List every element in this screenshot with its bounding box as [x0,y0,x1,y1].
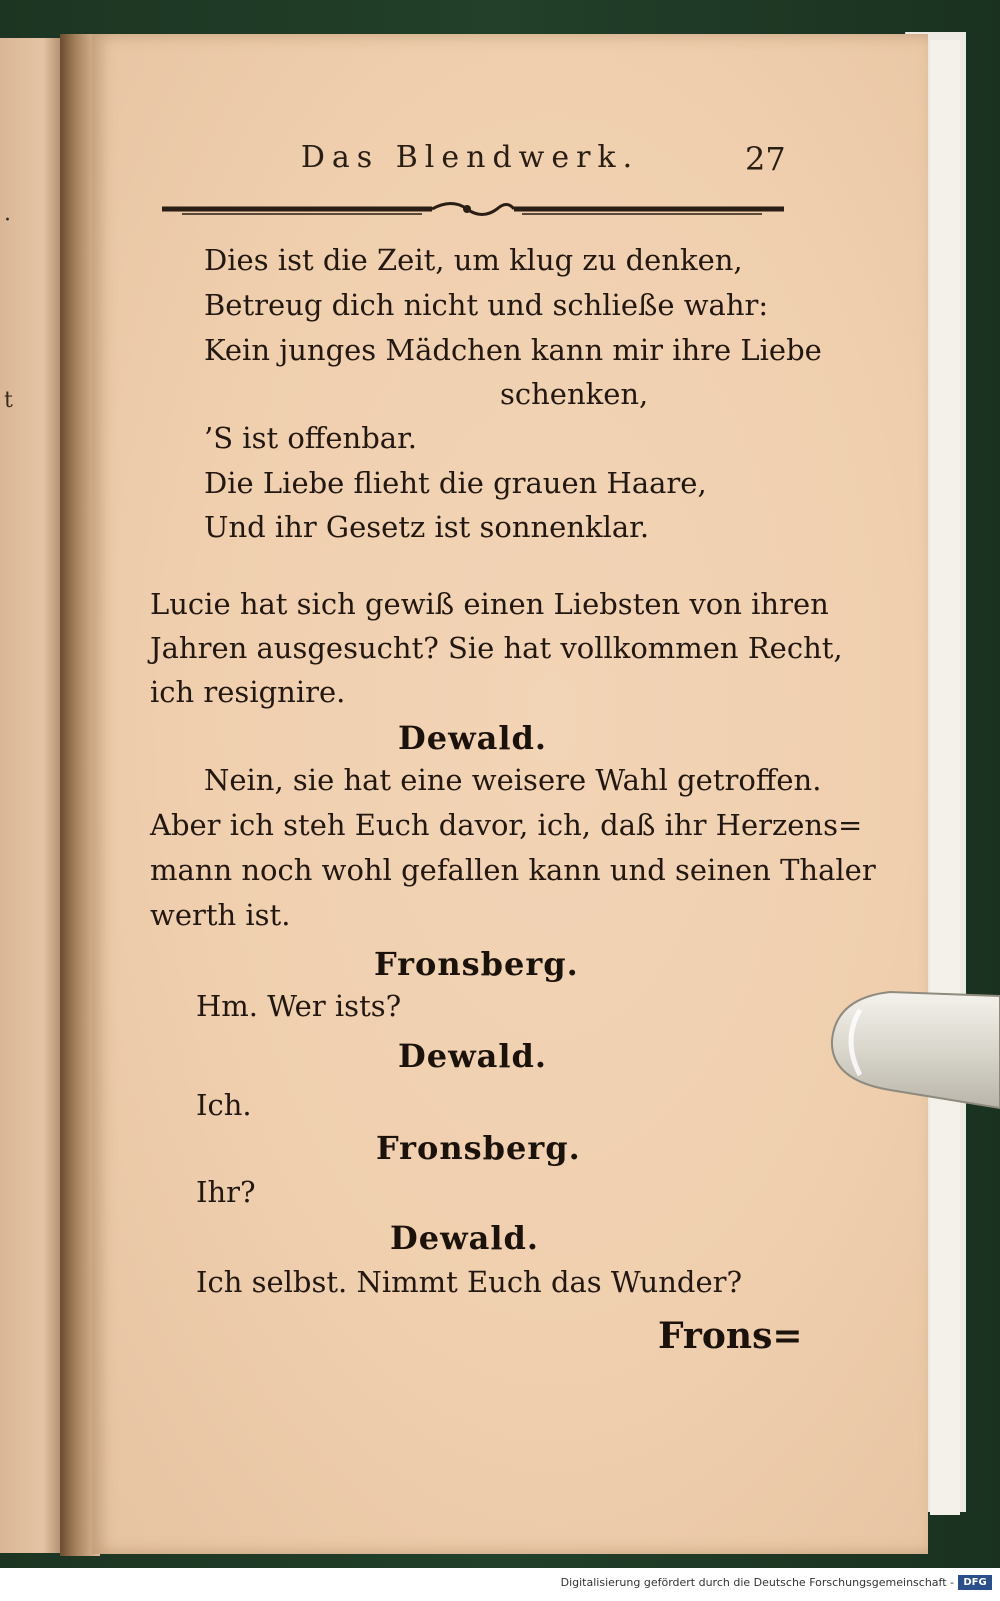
speech-line: Ich. [196,1088,252,1122]
speech-line: Nein, sie hat eine weisere Wahl getroffen. [204,763,822,797]
previous-page-mark: · [4,208,11,233]
verse-line: Und ihr Gesetz ist sonnenklar. [204,510,650,544]
speaker-name: Dewald. [390,1219,540,1257]
verse-line: ’S ist offenbar. [204,421,417,455]
speaker-name: Fronsberg. [376,1129,581,1167]
speech-line: Hm. Wer ists? [196,989,402,1023]
running-title: Das Blendwerk. [300,140,640,175]
previous-page-mark: t [4,388,13,413]
prose-line: Lucie hat sich gewiß einen Liebsten von ihren [150,587,829,621]
speech-line: Aber ich steh Euch davor, ich, daß ihr Herzens= [150,808,863,842]
verse-line: Dies ist die Zeit, um klug zu denken, [204,243,743,277]
speech-line: mann noch wohl gefallen kann und seinen Thaler [150,853,876,887]
prose-line: Jahren ausgesucht? Sie hat vollkommen Recht, [150,631,843,665]
footer-bar [0,1568,1000,1601]
funding-credit: Digitalisierung gefördert durch die Deutsche Forschungsgemeinschaft - [560,1576,954,1589]
verse-line: Betreug dich nicht und schließe wahr: [204,288,769,322]
verse-line: Die Liebe flieht die grauen Haare, [204,466,707,500]
speaker-name: Fronsberg. [374,945,579,983]
verse-line: schenken, [500,377,649,411]
verse-line: Kein junges Mädchen kann mir ihre Liebe [204,333,822,367]
prose-line: ich resignire. [150,675,346,709]
speech-line: werth ist. [150,898,291,932]
dfg-logo: DFG [958,1575,992,1590]
ornamental-rule [162,198,784,222]
catchword: Frons= [658,1315,803,1357]
speaker-name: Dewald. [398,719,548,757]
page-number: 27 [745,140,786,178]
speech-line: Ich selbst. Nimmt Euch das Wunder? [196,1265,743,1299]
speech-line: Ihr? [196,1175,256,1209]
page-stack-edge [930,40,960,1515]
speaker-name: Dewald. [398,1037,548,1075]
glass-page-weight [830,990,1000,1110]
